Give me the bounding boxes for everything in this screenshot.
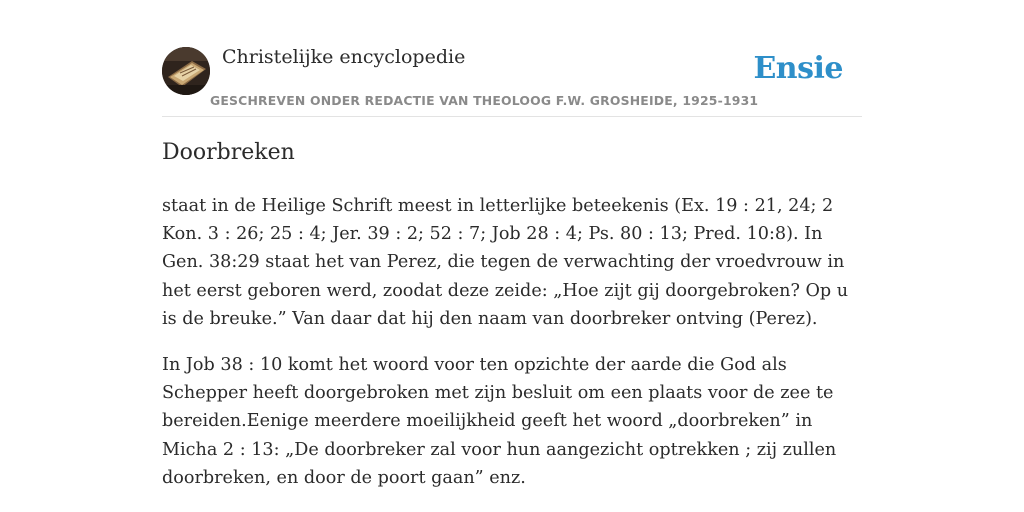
book-photo-icon[interactable] [162, 47, 210, 95]
page [162, 0, 862, 512]
site-subtitle: GESCHREVEN ONDER REDACTIE VAN THEOLOOG F.W. GROSHEIDE, 1925-1931 [210, 93, 759, 108]
site-header [162, 0, 862, 117]
article-title: Doorbreken [162, 140, 295, 165]
site-title[interactable]: Christelijke encyclopedie [222, 46, 466, 68]
article-paragraph-2: In Job 38 : 10 komt het woord voor ten opzichte der aarde die God als Schepper heeft doorgebroken met zijn besluit om een plaats voor de zee te bereiden.Eenige meerdere moeilijkheid geeft het woord „doorbreken” in Micha 2 : 13: „De doorbreker zal voor hun aangezicht optrekken ; zij zullen doorbreken, en door de poort gaan” enz. [162, 355, 837, 488]
ensie-logo-link[interactable]: Ensie [753, 51, 843, 86]
article-paragraph-1: staat in de Heilige Schrift meest in letterlijke beteekenis (Ex. 19 : 21, 24; 2 Kon. 3 : 26; 25 : 4; Jer. 39 : 2; 52 : 7; Job 28 : 4; Ps. 80 : 13; Pred. 10:8). In Gen. 38:29 staat het van Perez, die tegen de verwachting der vroedvrouw in het eerst geboren werd, zoodat deze zeide: „Hoe zijt gij doorgebroken? Op u is de breuke.” Van daar dat hij den naam van doorbreker ontving (Perez). [162, 196, 849, 329]
